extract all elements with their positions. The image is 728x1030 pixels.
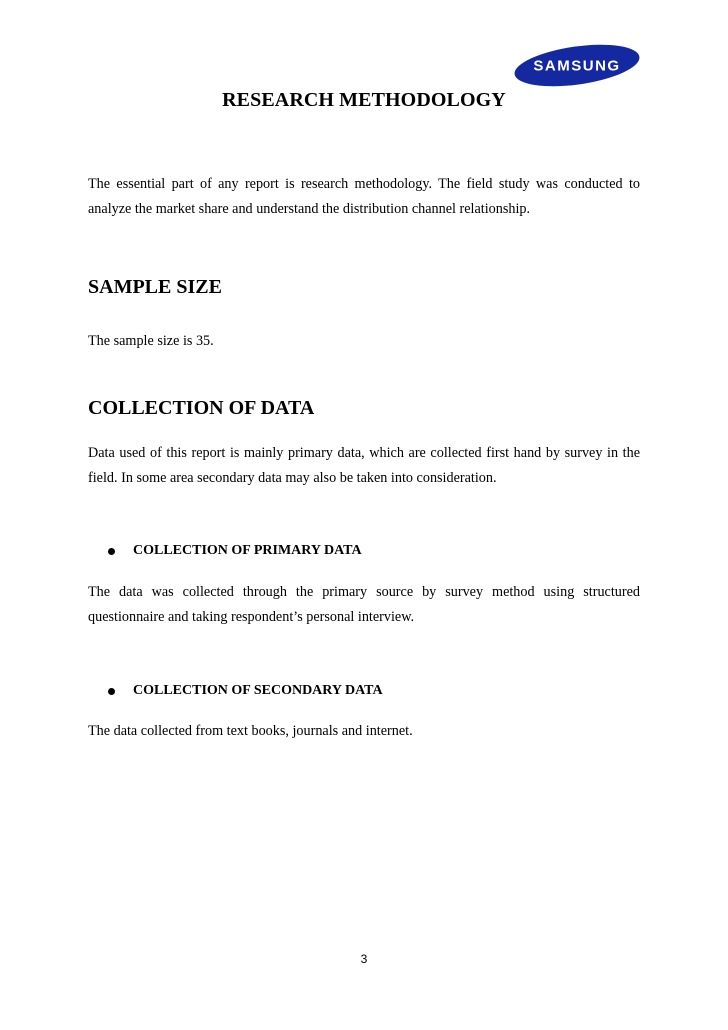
secondary-text: The data collected from text books, journals and internet. bbox=[88, 723, 413, 739]
samsung-logo-text: SAMSUNG bbox=[533, 57, 621, 75]
samsung-logo-graphic bbox=[512, 43, 642, 88]
page-title bbox=[0, 89, 728, 112]
primary-text: The data was collected through the primary source by survey method using structured questionnaire and taking respondent’s personal interview. bbox=[88, 584, 640, 625]
primary-bullet-label: COLLECTION OF PRIMARY DATA bbox=[133, 543, 362, 558]
samsung-logo bbox=[512, 43, 642, 88]
page-number: 3 bbox=[360, 952, 368, 966]
sample-size-text: The sample size is 35. bbox=[88, 333, 214, 349]
page-title-text: RESEARCH METHODOLOGY bbox=[222, 89, 506, 111]
sample-size-heading: SAMPLE SIZE bbox=[88, 276, 222, 298]
bullet-dot-icon bbox=[108, 548, 115, 555]
collection-text: Data used of this report is mainly primary data, which are collected first hand by survey in the field. In some area secondary data may also be taken into consideration. bbox=[88, 445, 640, 486]
bullet-dot-icon bbox=[108, 688, 115, 695]
secondary-bullet-label: COLLECTION OF SECONDARY DATA bbox=[133, 683, 383, 698]
collection-heading: COLLECTION OF DATA bbox=[88, 397, 315, 419]
intro-paragraph: The essential part of any report is research methodology. The field study was conducted to analyze the market share and understand the distribution channel relationship. bbox=[88, 176, 640, 217]
